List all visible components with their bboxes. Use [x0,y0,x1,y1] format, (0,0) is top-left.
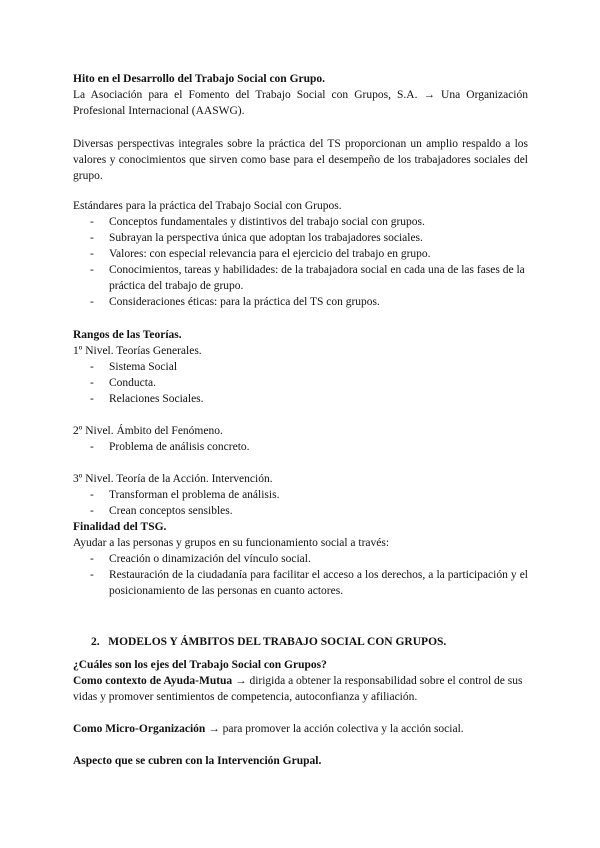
ejes-question: ¿Cuáles son los ejes del Trabajo Social con Grupos? [73,659,327,671]
list-item: - Transforman el problema de análisis. [90,489,280,501]
list-item: - Subrayan la perspectiva única que adoptan los trabajadores sociales. [90,232,423,244]
micro-organizacion-paragraph: Como Micro-Organización → para promover la acción colectiva y la acción social. [73,723,464,735]
nivel3-section [73,471,528,519]
nivel2-title: 2º Nivel. Ámbito del Fenómeno. [73,425,223,437]
finalidad-intro: Ayudar a las personas y grupos en su funcionamiento social a través: [73,537,390,549]
perspectivas-paragraph: Diversas perspectivas integrales sobre la práctica del TS proporcionan un amplio respaldo a los valores y conocimientos que sirven como base para el desempeño de los trabajadores sociales del grupo. [73,138,528,182]
hito-heading: Hito en el Desarrollo del Trabajo Social con Grupo. [73,73,326,85]
rangos-section [73,327,528,407]
estandares-intro: Estándares para la práctica del Trabajo Social con Grupos. [73,200,342,212]
list-item: - Problema de análisis concreto. [90,441,250,453]
finalidad-section [73,519,528,599]
ayuda-mutua-paragraph: Como contexto de Ayuda-Mutua → dirigida a obtener la responsabilidad sobre el control de sus vidas y promover sentimientos de competencia, autoconfianza y afiliación. [73,675,523,703]
list-item: - Restauración de la ciudadanía para facilitar el acceso a los derechos, a la participación y el posicionamiento de las personas en cuanto actores. [90,569,528,597]
list-item: - Conceptos fundamentales y distintivos del trabajo social con grupos. [90,216,425,228]
hito-text: La Asociación para el Fomento del Trabajo Social con Grupos, S.A. → Una Organización Profesional Internacional (AASWG). [73,89,528,117]
finalidad-heading: Finalidad del TSG. [73,521,167,533]
nivel2-section [73,423,528,455]
nivel1-title: 1º Nivel. Teorías Generales. [73,345,202,357]
list-item: - Relaciones Sociales. [90,393,204,405]
aspecto-heading: Aspecto que se cubren con la Intervención Grupal. [73,755,322,767]
hito-section [73,71,528,119]
list-item: - Crean conceptos sensibles. [90,505,233,517]
nivel3-title: 3º Nivel. Teoría de la Acción. Intervención. [73,473,273,485]
list-item: - Valores: con especial relevancia para el ejercicio del trabajo en grupo. [90,248,431,260]
section-title: MODELOS Y ÁMBITOS DEL TRABAJO SOCIAL CON GRUPOS. [108,636,447,648]
list-item: - Sistema Social [90,361,178,373]
section2-heading [91,634,531,650]
list-item: - Creación o dinamización del vínculo social. [90,553,311,565]
rangos-heading: Rangos de las Teorías. [73,329,182,341]
ejes-section [73,657,528,705]
estandares-section [73,198,528,310]
list-item: - Consideraciones éticas: para la práctica del TS con grupos. [90,296,380,308]
section-number: 2. [91,636,100,648]
list-item: - Conocimientos, tareas y habilidades: de la trabajadora social en cada una de las fases de la práctica del trabajo de grupo. [90,264,525,292]
list-item: - Conducta. [90,377,156,389]
